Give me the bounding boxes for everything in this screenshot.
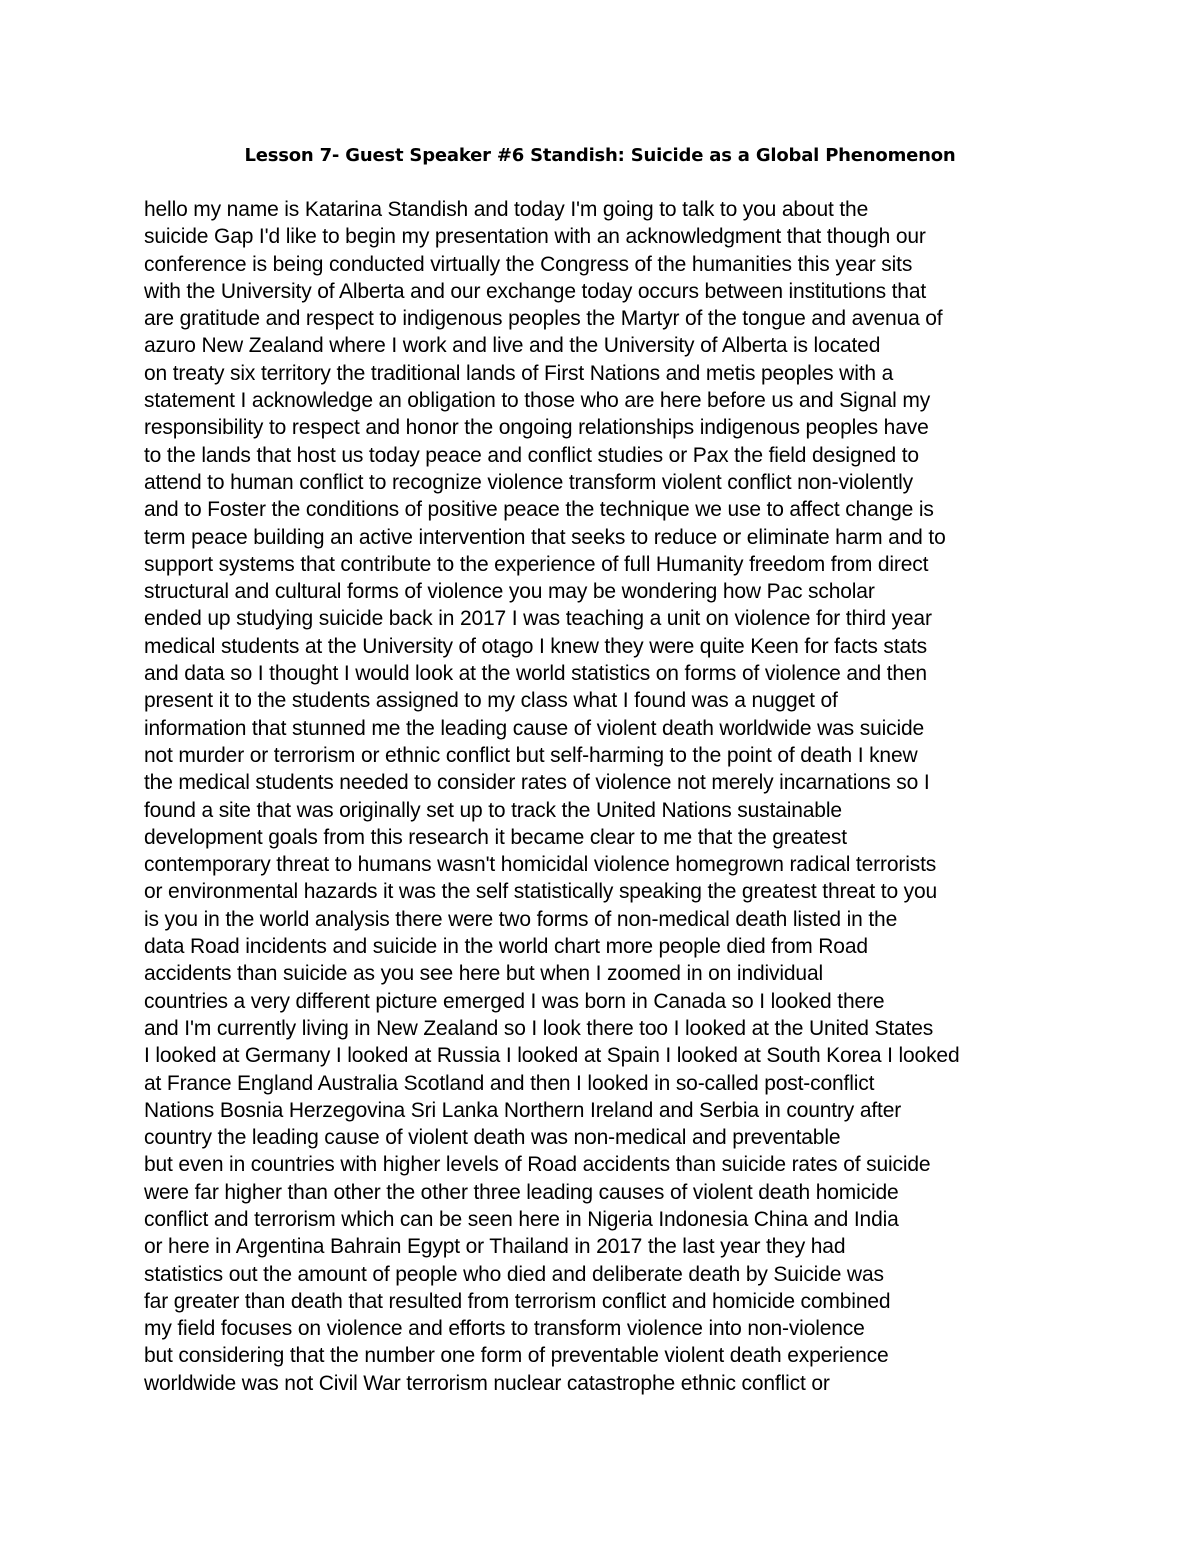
transcript-line: hello my name is Katarina Standish and today I'm going to talk to you about the xyxy=(144,198,869,221)
transcript-line: are gratitude and respect to indigenous peoples the Martyr of the tongue and avenua of xyxy=(144,307,943,331)
transcript-line: support systems that contribute to the experience of full Humanity freedom from direct xyxy=(144,552,929,576)
transcript-line: is you in the world analysis there were two forms of non-medical death listed in the xyxy=(144,907,898,931)
document-title: Lesson 7- Guest Speaker #6 Standish: Suicide as a Global Phenomenon xyxy=(244,145,956,166)
transcript-line: conference is being conducted virtually the Congress of the humanities this year sits xyxy=(144,252,913,276)
transcript-line: but even in countries with higher levels of Road accidents than suicide rates of suicide xyxy=(144,1153,931,1177)
transcript-line: to the lands that host us today peace and conflict studies or Pax the field designed to xyxy=(144,443,919,467)
transcript-line: term peace building an active intervention that seeks to reduce or eliminate harm and to xyxy=(144,525,946,549)
transcript-line: structural and cultural forms of violence you may be wondering how Pac scholar xyxy=(144,580,875,604)
transcript-line: information that stunned me the leading cause of violent death worldwide was suicide xyxy=(144,716,925,740)
transcript-line: my field focuses on violence and efforts to transform violence into non-violence xyxy=(144,1317,865,1341)
transcript-line: at France England Australia Scotland and then I looked in so-called post-conflict xyxy=(144,1071,875,1095)
transcript-line: I looked at Germany I looked at Russia I looked at Spain I looked at South Korea I looked xyxy=(144,1044,960,1068)
transcript-line: or here in Argentina Bahrain Egypt or Thailand in 2017 the last year they had xyxy=(144,1235,846,1259)
transcript-line: and I'm currently living in New Zealand so I look there too I looked at the United States xyxy=(144,1016,934,1040)
transcript-line: development goals from this research it became clear to me that the greatest xyxy=(144,825,847,849)
transcript-line: found a site that was originally set up to track the United Nations sustainable xyxy=(144,798,842,822)
transcript-line: accidents than suicide as you see here but when I zoomed in on individual xyxy=(144,962,823,986)
transcript-line: conflict and terrorism which can be seen here in Nigeria Indonesia China and India xyxy=(144,1207,899,1231)
transcript-line: data Road incidents and suicide in the world chart more people died from Road xyxy=(144,935,868,959)
transcript-line: and data so I thought I would look at the world statistics on forms of violence and then xyxy=(144,662,927,686)
transcript-line: country the leading cause of violent death was non-medical and preventable xyxy=(144,1126,841,1150)
transcript-line: countries a very different picture emerged I was born in Canada so I looked there xyxy=(144,989,885,1013)
transcript-line: but considering that the number one form of preventable violent death experience xyxy=(144,1344,889,1368)
transcript-line: and to Foster the conditions of positive peace the technique we use to affect change is xyxy=(144,498,934,522)
transcript-line: or environmental hazards it was the self statistically speaking the greatest threat to you xyxy=(144,880,938,904)
transcript-line: azuro New Zealand where I work and live and the University of Alberta is located xyxy=(144,334,881,358)
transcript-line: ended up studying suicide back in 2017 I was teaching a unit on violence for third year xyxy=(144,607,932,631)
transcript-line: present it to the students assigned to my class what I found was a nugget of xyxy=(144,689,838,713)
transcript-line: suicide Gap I'd like to begin my presentation with an acknowledgment that though our xyxy=(144,225,926,249)
transcript-line: contemporary threat to humans wasn't homicidal violence homegrown radical terrorists xyxy=(144,853,937,877)
transcript-body xyxy=(144,196,1084,1397)
transcript-line: medical students at the University of otago I knew they were quite Keen for facts stats xyxy=(144,634,928,658)
transcript-line: on treaty six territory the traditional lands of First Nations and metis peoples with a xyxy=(144,361,894,385)
transcript-line: far greater than death that resulted from terrorism conflict and homicide combined xyxy=(144,1289,891,1313)
transcript-line: statistics out the amount of people who died and deliberate death by Suicide was xyxy=(144,1262,884,1286)
transcript-line: were far higher than other the other three leading causes of violent death homicide xyxy=(144,1180,899,1204)
transcript-line: with the University of Alberta and our exchange today occurs between institutions that xyxy=(144,279,927,303)
transcript-line: not murder or terrorism or ethnic conflict but self-harming to the point of death I knew xyxy=(144,743,918,767)
transcript-line: attend to human conflict to recognize violence transform violent conflict non-violently xyxy=(144,470,914,494)
transcript-line: responsibility to respect and honor the ongoing relationships indigenous peoples have xyxy=(144,416,929,440)
transcript-line: the medical students needed to consider rates of violence not merely incarnations so I xyxy=(144,771,930,795)
transcript-line: worldwide was not Civil War terrorism nuclear catastrophe ethnic conflict or xyxy=(144,1371,830,1395)
transcript-line: statement I acknowledge an obligation to those who are here before us and Signal my xyxy=(144,389,931,413)
transcript-line: Nations Bosnia Herzegovina Sri Lanka Northern Ireland and Serbia in country after xyxy=(144,1098,902,1122)
